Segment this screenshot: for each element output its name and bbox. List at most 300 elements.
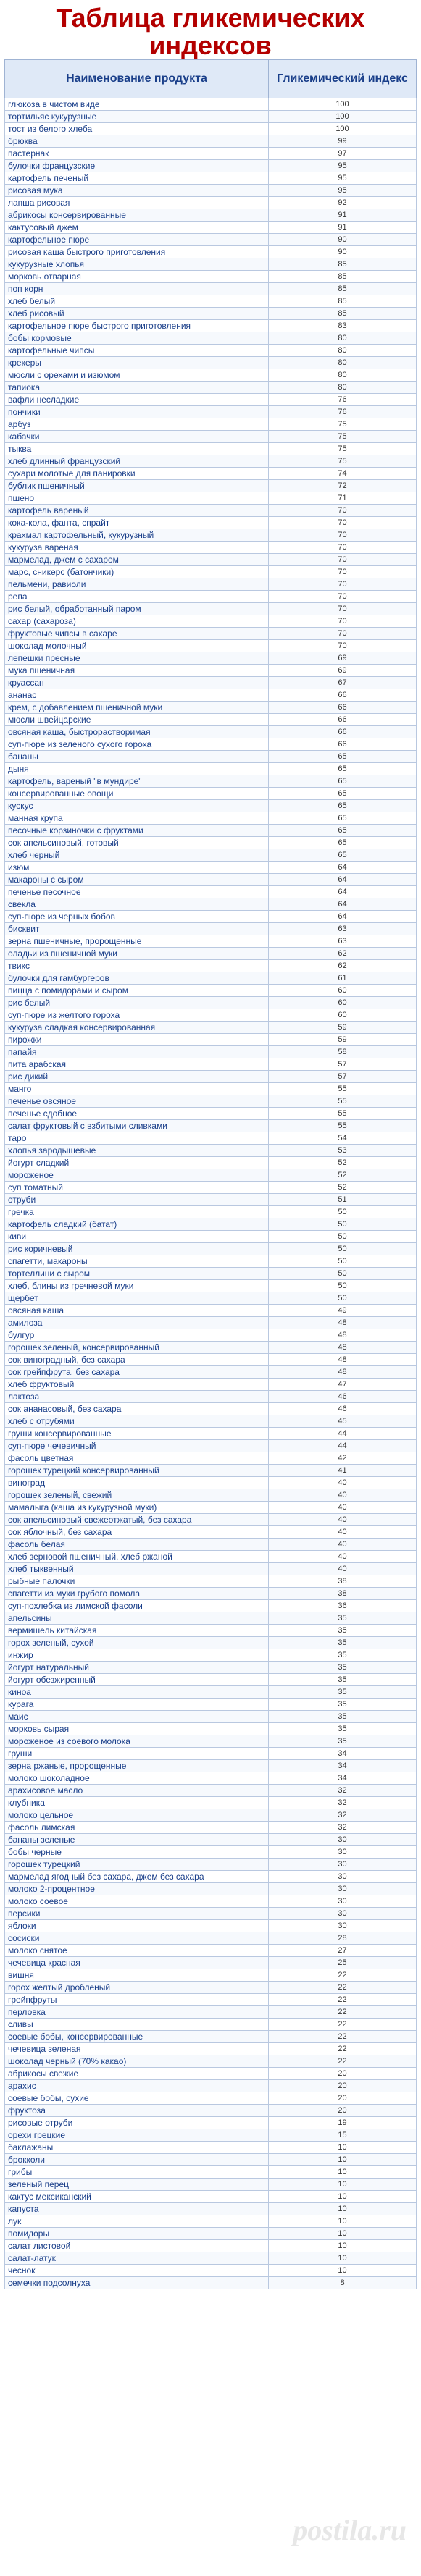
product-name-cell: овсяная каша xyxy=(5,1305,269,1317)
product-name-cell: сок ананасовый, без сахара xyxy=(5,1403,269,1415)
product-name-cell: горох желтый дробленый xyxy=(5,1982,269,1994)
table-row xyxy=(5,812,417,825)
glycemic-index-cell: 10 xyxy=(269,2252,417,2265)
table-row xyxy=(5,788,417,800)
table-row xyxy=(5,2019,417,2031)
product-name-cell: картофель вареный xyxy=(5,505,269,517)
table-row xyxy=(5,714,417,726)
glycemic-index-cell: 70 xyxy=(269,542,417,554)
glycemic-index-cell: 32 xyxy=(269,1797,417,1809)
glycemic-index-cell: 10 xyxy=(269,2240,417,2252)
table-row xyxy=(5,1748,417,1760)
product-name-cell: хлеб рисовый xyxy=(5,308,269,320)
glycemic-index-cell: 75 xyxy=(269,418,417,431)
glycemic-index-cell: 10 xyxy=(269,2215,417,2228)
product-name-cell: картофель, вареный "в мундире" xyxy=(5,775,269,788)
glycemic-index-cell: 48 xyxy=(269,1354,417,1366)
product-name-cell: оладьи из пшеничной муки xyxy=(5,948,269,960)
table-row xyxy=(5,1957,417,1969)
product-name-cell: пельмени, равиоли xyxy=(5,578,269,591)
glycemic-index-cell: 70 xyxy=(269,529,417,542)
glycemic-index-cell: 60 xyxy=(269,997,417,1009)
glycemic-index-cell: 41 xyxy=(269,1465,417,1477)
product-name-cell: рис белый xyxy=(5,997,269,1009)
table-row xyxy=(5,1280,417,1292)
product-name-cell: фруктовые чипсы в сахаре xyxy=(5,628,269,640)
table-row xyxy=(5,628,417,640)
glycemic-index-cell: 76 xyxy=(269,406,417,418)
table-row xyxy=(5,1662,417,1674)
table-row xyxy=(5,1846,417,1859)
product-name-cell: кактус мексиканский xyxy=(5,2191,269,2203)
table-row xyxy=(5,1095,417,1108)
product-name-cell: груши консервированные xyxy=(5,1428,269,1440)
product-name-cell: пита арабская xyxy=(5,1058,269,1071)
glycemic-index-cell: 80 xyxy=(269,345,417,357)
glycemic-index-cell: 35 xyxy=(269,1625,417,1637)
table-row xyxy=(5,2154,417,2166)
glycemic-index-cell: 40 xyxy=(269,1551,417,1563)
product-name-cell: йогурт обезжиренный xyxy=(5,1674,269,1686)
glycemic-index-cell: 30 xyxy=(269,1895,417,1908)
table-row xyxy=(5,443,417,455)
product-name-cell: макароны с сыром xyxy=(5,874,269,886)
glycemic-index-cell: 10 xyxy=(269,2191,417,2203)
glycemic-index-cell: 72 xyxy=(269,480,417,492)
product-name-cell: брокколи xyxy=(5,2154,269,2166)
product-name-cell: соевые бобы, консервированные xyxy=(5,2031,269,2043)
glycemic-index-cell: 95 xyxy=(269,160,417,172)
table-row xyxy=(5,1206,417,1218)
table-row xyxy=(5,2228,417,2240)
product-name-cell: виноград xyxy=(5,1477,269,1489)
table-row xyxy=(5,1785,417,1797)
glycemic-index-cell: 70 xyxy=(269,640,417,652)
product-name-cell: картофельные чипсы xyxy=(5,345,269,357)
product-name-cell: суп-пюре из желтого гороха xyxy=(5,1009,269,1022)
glycemic-index-cell: 65 xyxy=(269,788,417,800)
product-name-cell: зерна пшеничные, пророщенные xyxy=(5,935,269,948)
product-name-cell: печенье сдобное xyxy=(5,1108,269,1120)
glycemic-index-cell: 62 xyxy=(269,960,417,972)
table-row xyxy=(5,258,417,271)
glycemic-index-cell: 20 xyxy=(269,2068,417,2080)
table-row xyxy=(5,1415,417,1428)
table-row xyxy=(5,160,417,172)
table-row xyxy=(5,98,417,111)
glycemic-index-cell: 20 xyxy=(269,2105,417,2117)
glycemic-index-cell: 100 xyxy=(269,111,417,123)
table-row xyxy=(5,1120,417,1132)
glycemic-index-cell: 66 xyxy=(269,702,417,714)
product-name-cell: хлеб тыквенный xyxy=(5,1563,269,1575)
table-row xyxy=(5,1526,417,1539)
product-name-cell: рис дикий xyxy=(5,1071,269,1083)
product-name-cell: свекла xyxy=(5,898,269,911)
product-name-cell: дыня xyxy=(5,763,269,775)
glycemic-index-cell: 65 xyxy=(269,751,417,763)
product-name-cell: вишня xyxy=(5,1969,269,1982)
product-name-cell: суп-пюре чечевичный xyxy=(5,1440,269,1452)
glycemic-index-cell: 85 xyxy=(269,283,417,295)
product-name-cell: киви xyxy=(5,1231,269,1243)
product-name-cell: орехи грецкие xyxy=(5,2129,269,2142)
glycemic-index-cell: 64 xyxy=(269,862,417,874)
product-name-cell: круассан xyxy=(5,677,269,689)
glycemic-index-cell: 65 xyxy=(269,849,417,862)
glycemic-index-cell: 64 xyxy=(269,911,417,923)
table-row xyxy=(5,2092,417,2105)
glycemic-index-cell: 10 xyxy=(269,2179,417,2191)
glycemic-index-cell: 47 xyxy=(269,1379,417,1391)
glycemic-index-cell: 34 xyxy=(269,1748,417,1760)
product-name-cell: молоко соевое xyxy=(5,1895,269,1908)
glycemic-index-cell: 70 xyxy=(269,615,417,628)
product-name-cell: папайя xyxy=(5,1046,269,1058)
table-row xyxy=(5,246,417,258)
table-row xyxy=(5,308,417,320)
product-name-cell: крем, с добавлением пшеничной муки xyxy=(5,702,269,714)
table-row xyxy=(5,1428,417,1440)
glycemic-index-cell: 48 xyxy=(269,1342,417,1354)
table-row xyxy=(5,480,417,492)
product-name-cell: фасоль лимская xyxy=(5,1822,269,1834)
table-row xyxy=(5,1083,417,1095)
glycemic-index-cell: 48 xyxy=(269,1329,417,1342)
product-name-cell: грейпфруты xyxy=(5,1994,269,2006)
glycemic-index-cell: 57 xyxy=(269,1071,417,1083)
product-name-cell: чечевица красная xyxy=(5,1957,269,1969)
table-row xyxy=(5,825,417,837)
glycemic-index-cell: 38 xyxy=(269,1588,417,1600)
product-name-cell: сок грейпфрута, без сахара xyxy=(5,1366,269,1379)
glycemic-index-cell: 70 xyxy=(269,603,417,615)
glycemic-index-cell: 70 xyxy=(269,566,417,578)
glycemic-index-cell: 66 xyxy=(269,726,417,738)
table-row xyxy=(5,1563,417,1575)
glycemic-index-cell: 80 xyxy=(269,332,417,345)
product-name-cell: рисовая каша быстрого приготовления xyxy=(5,246,269,258)
glycemic-index-cell: 35 xyxy=(269,1637,417,1649)
table-row xyxy=(5,197,417,209)
glycemic-index-cell: 90 xyxy=(269,246,417,258)
glycemic-index-cell: 35 xyxy=(269,1674,417,1686)
product-name-cell: песочные корзиночки с фруктами xyxy=(5,825,269,837)
table-row xyxy=(5,123,417,135)
table-row xyxy=(5,295,417,308)
table-row xyxy=(5,1699,417,1711)
glycemic-index-cell: 22 xyxy=(269,2031,417,2043)
glycemic-index-cell: 50 xyxy=(269,1280,417,1292)
table-row xyxy=(5,1822,417,1834)
page-title xyxy=(0,0,421,60)
glycemic-index-cell: 60 xyxy=(269,1009,417,1022)
table-row xyxy=(5,492,417,505)
product-name-cell: рисовые отруби xyxy=(5,2117,269,2129)
product-name-cell: мюсли швейцарские xyxy=(5,714,269,726)
glycemic-index-cell: 35 xyxy=(269,1686,417,1699)
glycemic-index-cell: 90 xyxy=(269,234,417,246)
glycemic-index-cell: 59 xyxy=(269,1034,417,1046)
product-name-cell: помидоры xyxy=(5,2228,269,2240)
product-name-cell: инжир xyxy=(5,1649,269,1662)
table-row xyxy=(5,1908,417,1920)
product-name-cell: суп-пюре из зеленого сухого гороха xyxy=(5,738,269,751)
product-name-cell: курага xyxy=(5,1699,269,1711)
glycemic-index-cell: 99 xyxy=(269,135,417,148)
product-name-cell: спагетти из муки грубого помола xyxy=(5,1588,269,1600)
product-name-cell: кабачки xyxy=(5,431,269,443)
product-name-cell: хлеб с отрубями xyxy=(5,1415,269,1428)
table-row xyxy=(5,1871,417,1883)
glycemic-index-cell: 30 xyxy=(269,1908,417,1920)
glycemic-index-cell: 65 xyxy=(269,825,417,837)
glycemic-index-cell: 35 xyxy=(269,1699,417,1711)
glycemic-index-cell: 92 xyxy=(269,197,417,209)
table-row xyxy=(5,1637,417,1649)
product-name-cell: кускус xyxy=(5,800,269,812)
product-name-cell: картофельное пюре xyxy=(5,234,269,246)
product-name-cell: мороженое xyxy=(5,1169,269,1182)
table-row xyxy=(5,1366,417,1379)
product-name-cell: горошек зеленый, консервированный xyxy=(5,1342,269,1354)
table-row xyxy=(5,775,417,788)
product-name-cell: рисовая мука xyxy=(5,185,269,197)
product-name-cell: рис белый, обработанный паром xyxy=(5,603,269,615)
table-row xyxy=(5,209,417,222)
product-name-cell: сухари молотые для панировки xyxy=(5,468,269,480)
product-name-cell: хлеб зерновой пшеничный, хлеб ржаной xyxy=(5,1551,269,1563)
product-name-cell: гречка xyxy=(5,1206,269,1218)
table-row xyxy=(5,1982,417,1994)
glycemic-index-cell: 35 xyxy=(269,1649,417,1662)
glycemic-index-cell: 48 xyxy=(269,1366,417,1379)
table-row xyxy=(5,1218,417,1231)
glycemic-index-cell: 28 xyxy=(269,1932,417,1945)
table-row xyxy=(5,2240,417,2252)
table-row xyxy=(5,1452,417,1465)
glycemic-index-cell: 91 xyxy=(269,209,417,222)
product-name-cell: шоколад молочный xyxy=(5,640,269,652)
glycemic-index-cell: 55 xyxy=(269,1095,417,1108)
product-name-cell: бобы черные xyxy=(5,1846,269,1859)
product-name-cell: щербет xyxy=(5,1292,269,1305)
product-name-cell: чеснок xyxy=(5,2265,269,2277)
table-row xyxy=(5,2006,417,2019)
product-name-cell: пастернак xyxy=(5,148,269,160)
table-row xyxy=(5,2055,417,2068)
product-name-cell: консервированные овощи xyxy=(5,788,269,800)
product-name-cell: соевые бобы, сухие xyxy=(5,2092,269,2105)
table-row xyxy=(5,862,417,874)
product-name-cell: печенье песочное xyxy=(5,886,269,898)
table-row xyxy=(5,1465,417,1477)
glycemic-index-cell: 10 xyxy=(269,2228,417,2240)
product-name-cell: перловка xyxy=(5,2006,269,2019)
glycemic-index-cell: 75 xyxy=(269,455,417,468)
product-name-cell: сахар (сахароза) xyxy=(5,615,269,628)
product-name-cell: фруктоза xyxy=(5,2105,269,2117)
product-name-cell: тыква xyxy=(5,443,269,455)
product-name-cell: картофель сладкий (батат) xyxy=(5,1218,269,1231)
glycemic-index-cell: 50 xyxy=(269,1206,417,1218)
product-name-cell: тост из белого хлеба xyxy=(5,123,269,135)
glycemic-index-cell: 30 xyxy=(269,1859,417,1871)
product-name-cell: бананы зеленые xyxy=(5,1834,269,1846)
glycemic-index-cell: 40 xyxy=(269,1477,417,1489)
product-name-cell: горошек турецкий консервированный xyxy=(5,1465,269,1477)
glycemic-index-cell: 80 xyxy=(269,382,417,394)
table-row xyxy=(5,1182,417,1194)
table-row xyxy=(5,849,417,862)
glycemic-index-cell: 52 xyxy=(269,1182,417,1194)
glycemic-index-cell: 75 xyxy=(269,443,417,455)
table-row xyxy=(5,886,417,898)
table-row xyxy=(5,1046,417,1058)
glycemic-index-cell: 76 xyxy=(269,394,417,406)
glycemic-index-cell: 20 xyxy=(269,2092,417,2105)
product-name-cell: вафли несладкие xyxy=(5,394,269,406)
product-name-cell: горошек турецкий xyxy=(5,1859,269,1871)
table-row xyxy=(5,1403,417,1415)
table-row xyxy=(5,898,417,911)
product-name-cell: сок апельсиновый, готовый xyxy=(5,837,269,849)
product-name-cell: хлеб фруктовый xyxy=(5,1379,269,1391)
glycemic-index-cell: 35 xyxy=(269,1735,417,1748)
glycemic-index-cell: 51 xyxy=(269,1194,417,1206)
table-row xyxy=(5,603,417,615)
table-row xyxy=(5,283,417,295)
table-header-row xyxy=(5,60,417,98)
glycemic-index-cell: 22 xyxy=(269,1982,417,1994)
product-name-cell: хлеб, блины из гречневой муки xyxy=(5,1280,269,1292)
glycemic-index-cell: 44 xyxy=(269,1440,417,1452)
table-row xyxy=(5,172,417,185)
glycemic-index-cell: 62 xyxy=(269,948,417,960)
product-name-cell: тапиока xyxy=(5,382,269,394)
table-row xyxy=(5,1034,417,1046)
glycemic-index-cell: 46 xyxy=(269,1403,417,1415)
table-row xyxy=(5,1009,417,1022)
product-name-cell: таро xyxy=(5,1132,269,1145)
table-row xyxy=(5,2129,417,2142)
glycemic-index-cell: 50 xyxy=(269,1268,417,1280)
product-name-cell: репа xyxy=(5,591,269,603)
product-name-cell: абрикосы свежие xyxy=(5,2068,269,2080)
glycemic-index-cell: 38 xyxy=(269,1575,417,1588)
table-row xyxy=(5,1305,417,1317)
table-row xyxy=(5,1108,417,1120)
table-row xyxy=(5,1132,417,1145)
glycemic-index-cell: 71 xyxy=(269,492,417,505)
table-row xyxy=(5,911,417,923)
product-name-cell: поп корн xyxy=(5,283,269,295)
glycemic-index-cell: 35 xyxy=(269,1662,417,1674)
table-row xyxy=(5,972,417,985)
table-row xyxy=(5,505,417,517)
product-name-cell: пончики xyxy=(5,406,269,418)
glycemic-index-cell: 63 xyxy=(269,935,417,948)
product-name-cell: горох зеленый, сухой xyxy=(5,1637,269,1649)
glycemic-index-cell: 63 xyxy=(269,923,417,935)
glycemic-index-cell: 70 xyxy=(269,554,417,566)
product-name-cell: глюкоза в чистом виде xyxy=(5,98,269,111)
product-name-cell: крахмал картофельный, кукурузный xyxy=(5,529,269,542)
table-row xyxy=(5,1489,417,1502)
glycemic-index-cell: 85 xyxy=(269,295,417,308)
product-name-cell: лук xyxy=(5,2215,269,2228)
glycemic-index-cell: 35 xyxy=(269,1711,417,1723)
product-name-cell: салат листовой xyxy=(5,2240,269,2252)
glycemic-index-cell: 53 xyxy=(269,1145,417,1157)
table-row xyxy=(5,1022,417,1034)
product-name-cell: суп томатный xyxy=(5,1182,269,1194)
product-name-cell: картофель печеный xyxy=(5,172,269,185)
glycemic-index-cell: 19 xyxy=(269,2117,417,2129)
table-row xyxy=(5,1440,417,1452)
glycemic-index-cell: 50 xyxy=(269,1231,417,1243)
glycemic-index-cell: 27 xyxy=(269,1945,417,1957)
glycemic-index-table xyxy=(4,59,417,2289)
product-name-cell: киноа xyxy=(5,1686,269,1699)
glycemic-index-cell: 67 xyxy=(269,677,417,689)
table-row xyxy=(5,222,417,234)
product-name-cell: булочки для гамбургеров xyxy=(5,972,269,985)
table-row xyxy=(5,1588,417,1600)
glycemic-index-cell: 22 xyxy=(269,2006,417,2019)
product-name-cell: клубника xyxy=(5,1797,269,1809)
product-name-cell: салат фруктовый с взбитыми сливками xyxy=(5,1120,269,1132)
product-name-cell: апельсины xyxy=(5,1612,269,1625)
table-row xyxy=(5,369,417,382)
glycemic-index-cell: 40 xyxy=(269,1514,417,1526)
product-name-cell: лапша рисовая xyxy=(5,197,269,209)
table-row xyxy=(5,1342,417,1354)
product-name-cell: семечки подсолнуха xyxy=(5,2277,269,2289)
glycemic-index-cell: 55 xyxy=(269,1108,417,1120)
table-row xyxy=(5,985,417,997)
table-row xyxy=(5,431,417,443)
table-row xyxy=(5,2080,417,2092)
product-name-cell: молоко шоколадное xyxy=(5,1772,269,1785)
product-name-cell: морковь сырая xyxy=(5,1723,269,1735)
table-row xyxy=(5,320,417,332)
product-name-cell: сок апельсиновый свежеотжатый, без сахара xyxy=(5,1514,269,1526)
glycemic-index-cell: 74 xyxy=(269,468,417,480)
glycemic-index-cell: 22 xyxy=(269,2055,417,2068)
title-line-2: индексов xyxy=(149,30,272,60)
product-name-cell: крекеры xyxy=(5,357,269,369)
table-row xyxy=(5,578,417,591)
table-row xyxy=(5,111,417,123)
product-name-cell: йогурт сладкий xyxy=(5,1157,269,1169)
product-name-cell: лепешки пресные xyxy=(5,652,269,665)
glycemic-index-cell: 66 xyxy=(269,714,417,726)
glycemic-index-cell: 35 xyxy=(269,1723,417,1735)
table-row xyxy=(5,1169,417,1182)
table-row xyxy=(5,923,417,935)
table-row xyxy=(5,800,417,812)
product-name-cell: яблоки xyxy=(5,1920,269,1932)
table-row xyxy=(5,1735,417,1748)
glycemic-index-cell: 70 xyxy=(269,505,417,517)
glycemic-index-cell: 58 xyxy=(269,1046,417,1058)
glycemic-index-cell: 32 xyxy=(269,1809,417,1822)
product-name-cell: суп-пюре из черных бобов xyxy=(5,911,269,923)
product-name-cell: сок виноградный, без сахара xyxy=(5,1354,269,1366)
product-name-cell: кактусовый джем xyxy=(5,222,269,234)
product-name-cell: бублик пшеничный xyxy=(5,480,269,492)
